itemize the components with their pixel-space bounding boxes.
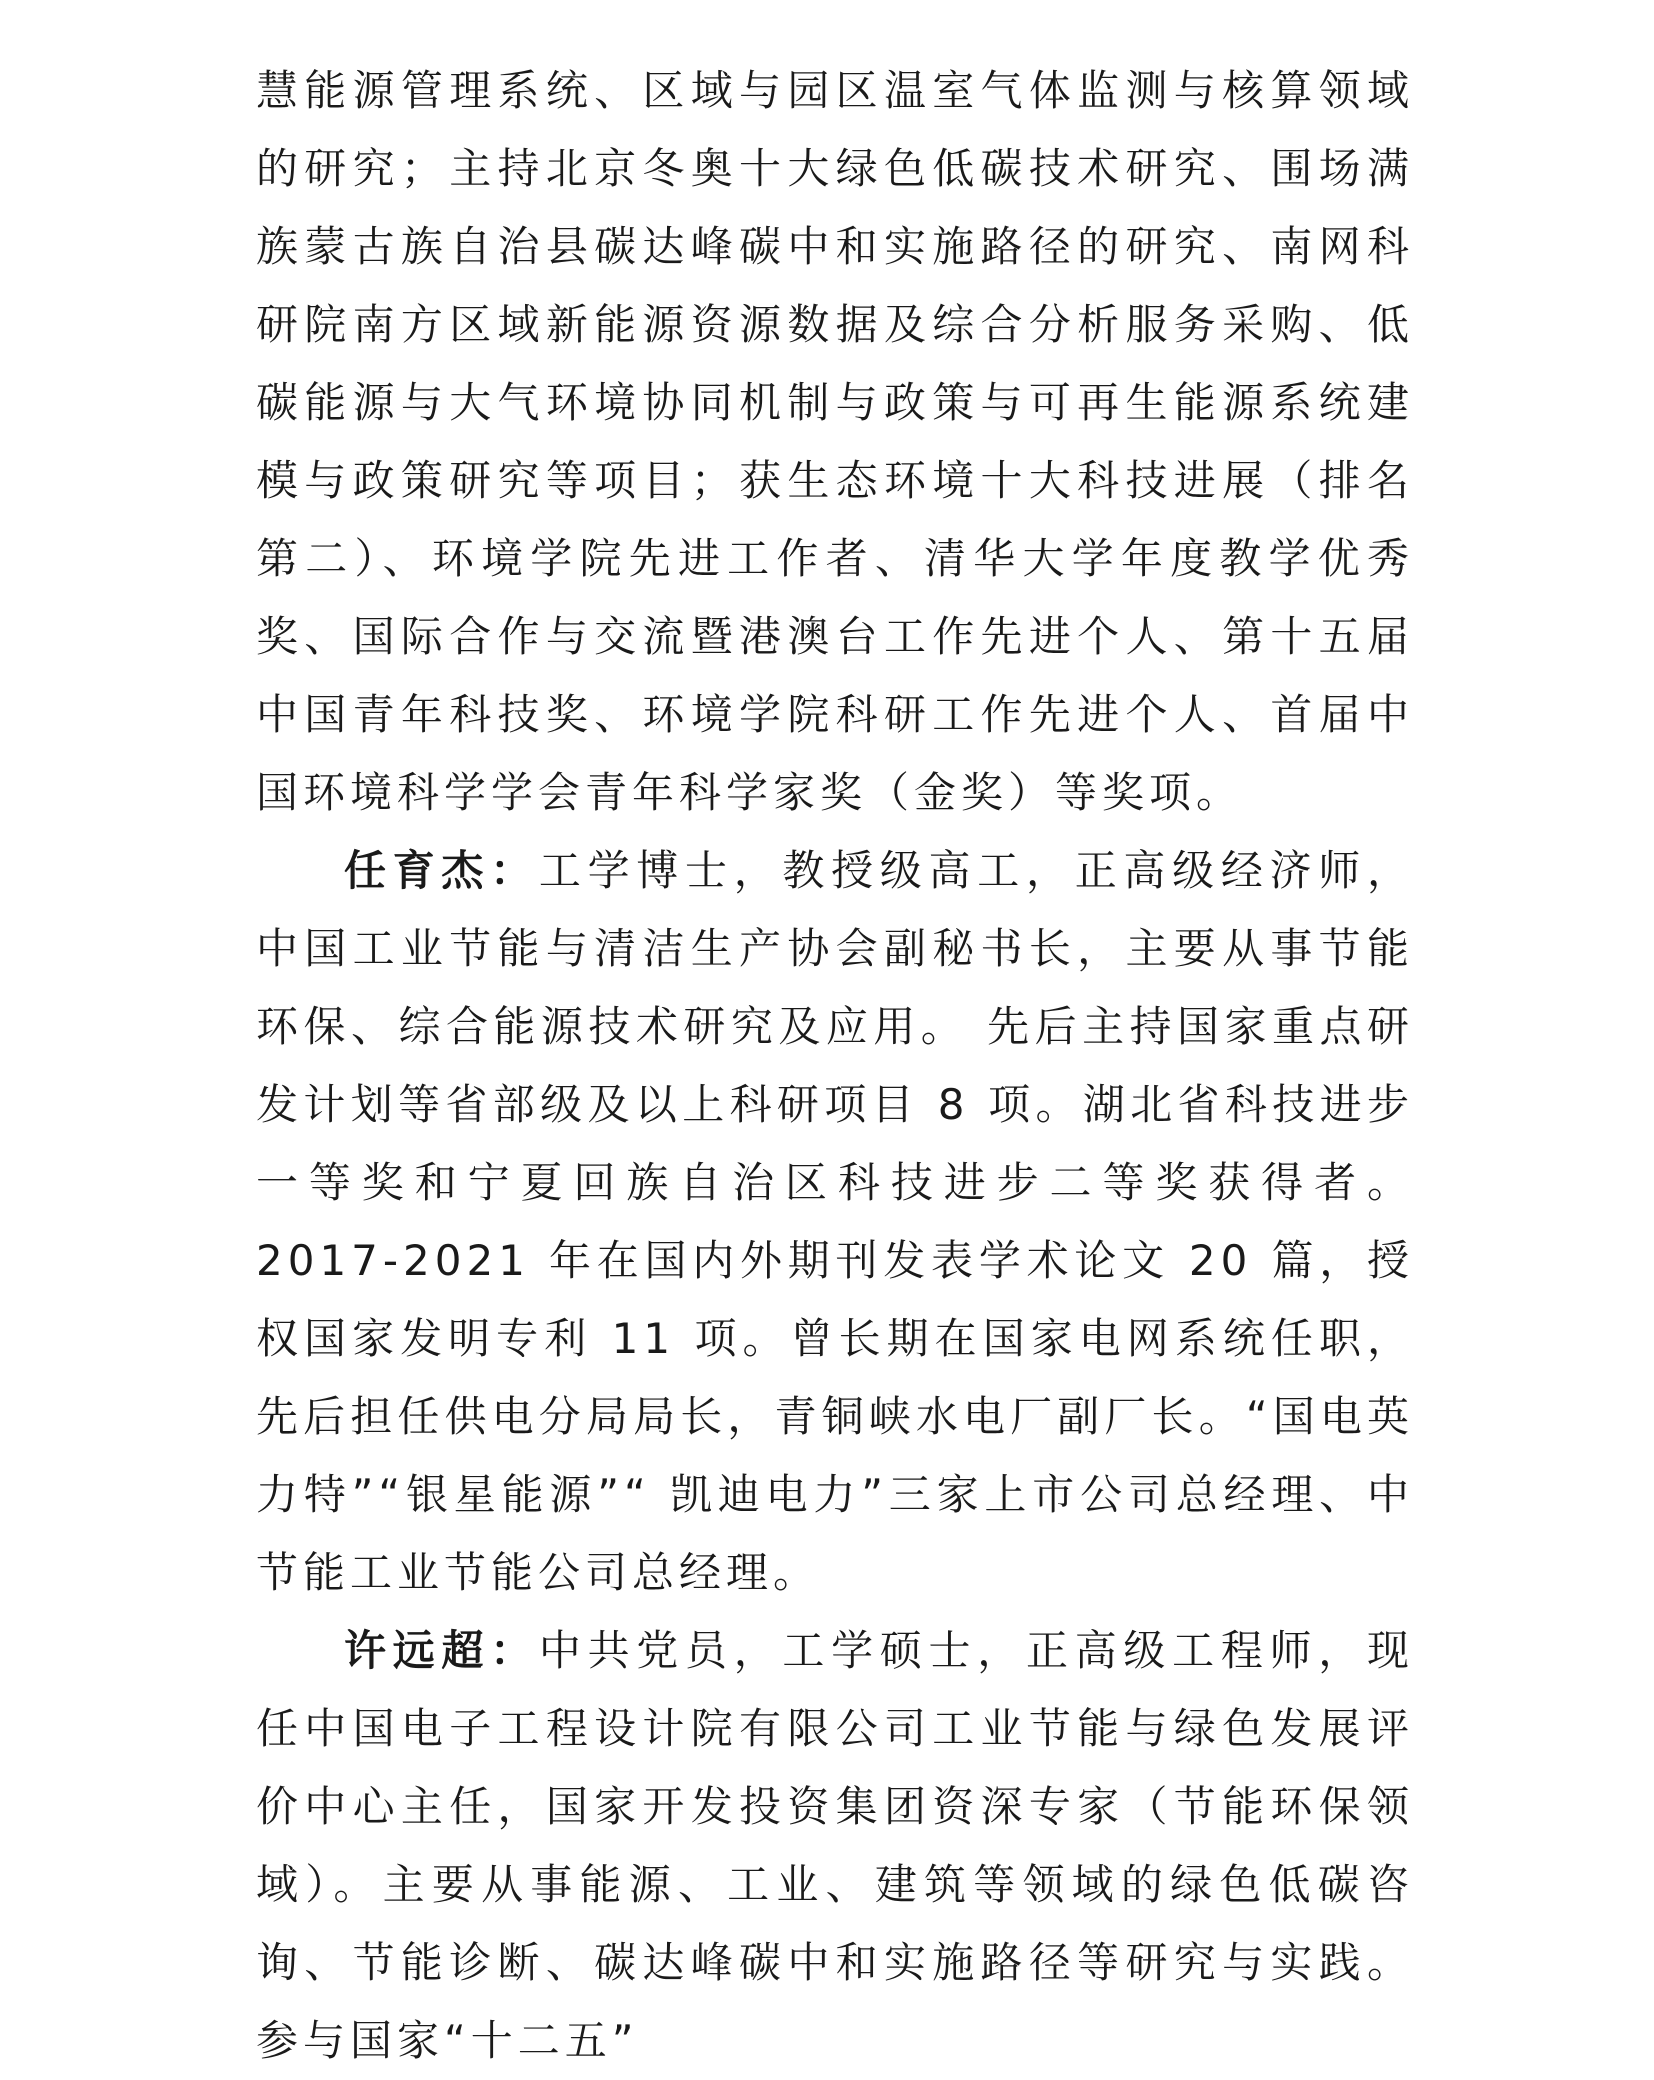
paragraph-xu-yuanchao xyxy=(256,1612,1414,2080)
paragraph-continuation xyxy=(256,52,1414,832)
person-name-xu-yuanchao: 许远超： xyxy=(344,1626,539,1675)
paragraph-text: 工学博士，教授级高工，正高级经济师，中国工业节能与清洁生产协会副秘书长，主要从事节能环保、综合能源技术研究及应用。 先后主持国家重点研发计划等省部级及以上科研项目 8 项。湖北省科技进步一等奖和宁夏回族自治区科技进步二等奖获得者。2017-2021 年在国内外期刊发表学术论文 20 篇，授权国家发明专利 11 项。曾长期在国家电网系统任职，先后担任供电分局局长，青铜峡水电厂副厂长。“国电英力特”“银星能源”“ 凯迪电力”三家上市公司总经理、中节能工业节能公司总经理。 xyxy=(256,846,1414,1597)
person-name-ren-yujie: 任育杰： xyxy=(344,846,539,895)
paragraph-text: 中共党员，工学硕士，正高级工程师，现任中国电子工程设计院有限公司工业节能与绿色发展评价中心主任，国家开发投资集团资深专家（节能环保领域）。主要从事能源、工业、建筑等领域的绿色低碳咨询、节能诊断、碳达峰碳中和实施路径等研究与实践。参与国家“十二五” xyxy=(256,1626,1414,2065)
paragraph-text: 慧能源管理系统、区域与园区温室气体监测与核算领域的研究；主持北京冬奥十大绿色低碳技术研究、围场满族蒙古族自治县碳达峰碳中和实施路径的研究、南网科研院南方区域新能源资源数据及综合分析服务采购、低碳能源与大气环境协同机制与政策与可再生能源系统建模与政策研究等项目；获生态环境十大科技进展（排名第二）、环境学院先进工作者、清华大学年度教学优秀奖、国际合作与交流暨港澳台工作先进个人、第十五届中国青年科技奖、环境学院科研工作先进个人、首届中国环境科学学会青年科学家奖（金奖）等奖项。 xyxy=(256,66,1414,817)
document-page xyxy=(256,52,1414,2080)
paragraph-ren-yujie xyxy=(256,832,1414,1612)
